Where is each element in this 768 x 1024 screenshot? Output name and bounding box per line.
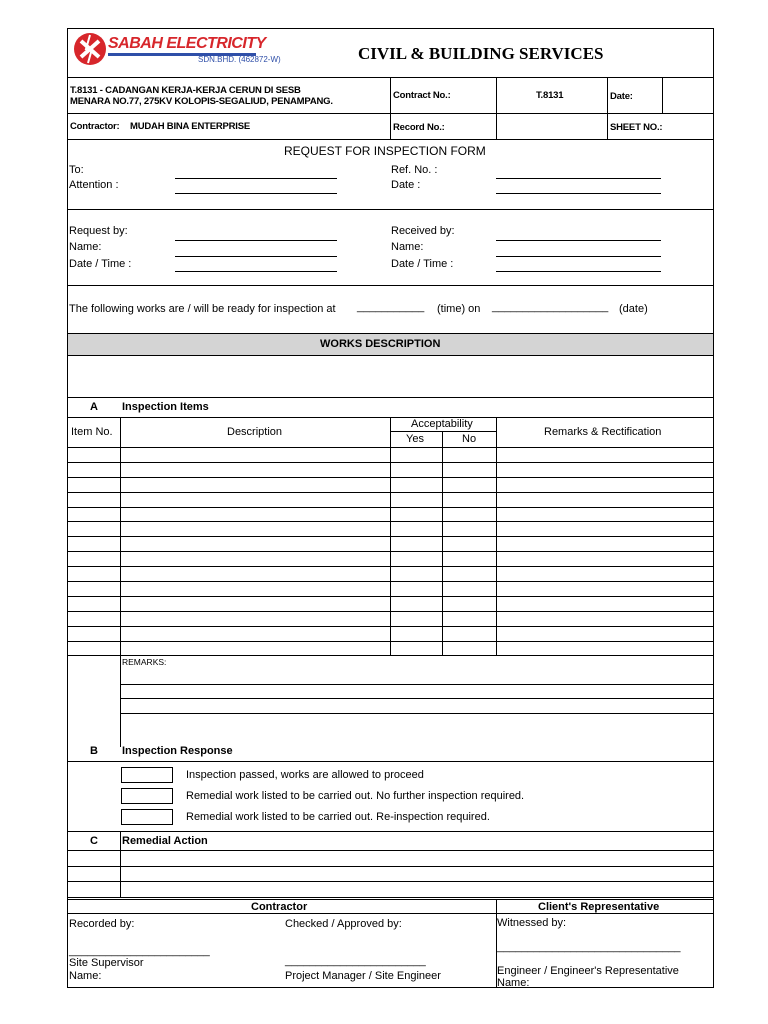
response-checkbox-passed[interactable] — [121, 767, 173, 783]
col-yes: Yes — [406, 433, 424, 445]
attention-label: Attention : — [69, 179, 119, 191]
site-supervisor-label: Site Supervisor — [69, 957, 144, 969]
section-b-title: Inspection Response — [122, 745, 233, 757]
response-option-2: Remedial work listed to be carried out. No further inspection required. — [186, 790, 525, 802]
response-checkbox-no-reinspection[interactable] — [121, 788, 173, 804]
checked-by-label: Checked / Approved by: — [285, 918, 402, 930]
ready-text-3: (date) — [619, 303, 648, 315]
date-label: Date: — [610, 91, 633, 102]
section-c-letter: C — [90, 835, 98, 847]
ref-no-label: Ref. No. : — [391, 164, 438, 176]
section-a-title: Inspection Items — [122, 401, 209, 413]
recorded-by-label: Recorded by: — [69, 918, 135, 930]
col-description: Description — [227, 426, 283, 438]
contract-no-value: T.8131 — [536, 90, 564, 101]
witnessed-by-label: Witnessed by: — [497, 917, 567, 929]
response-option-3: Remedial work listed to be carried out. Re-inspection required. — [186, 811, 490, 823]
request-by-label: Request by: — [69, 225, 128, 237]
sheet-no-label: SHEET NO.: — [610, 122, 663, 133]
project-line-1: T.8131 - CADANGAN KERJA-KERJA CERUN DI SESB — [70, 85, 301, 96]
name-left-label: Name: — [69, 241, 102, 253]
col-remarks: Remarks & Rectification — [544, 426, 662, 438]
signature-line-witnessed: ______________________________ — [497, 941, 681, 953]
date-time-left-label: Date / Time : — [69, 258, 132, 270]
received-by-label: Received by: — [391, 225, 455, 237]
date-field-label: Date : — [391, 179, 421, 191]
brand-subtitle: SDN.BHD. (462872-W) — [198, 55, 281, 64]
brand-name: SABAH ELECTRICITY — [108, 35, 266, 52]
ready-text-1: The following works are / will be ready for inspection at — [69, 303, 336, 315]
section-c-title: Remedial Action — [122, 835, 208, 847]
col-item-no: Item No. — [71, 426, 113, 438]
table-column-divider — [390, 417, 391, 655]
contractor-heading: Contractor — [251, 901, 308, 913]
ready-blank-date: ___________________ — [492, 301, 609, 313]
name-footer-right: Name: — [497, 977, 530, 989]
response-checkbox-reinspection[interactable] — [121, 809, 173, 825]
contractor-label: Contractor: — [70, 121, 120, 132]
contractor-value: MUDAH BINA ENTERPRISE — [130, 121, 251, 132]
project-manager-label: Project Manager / Site Engineer — [285, 970, 441, 982]
inspection-form — [67, 28, 714, 988]
section-a-letter: A — [90, 401, 98, 413]
col-no: No — [462, 433, 477, 445]
signature-line-checked: _______________________ — [285, 955, 426, 967]
table-column-divider — [120, 417, 121, 655]
remarks-label: REMARKS: — [122, 657, 167, 667]
engineer-label: Engineer / Engineer's Representative — [497, 965, 679, 977]
contract-no-label: Contract No.: — [393, 90, 451, 101]
table-column-divider — [442, 431, 443, 655]
works-description-heading: WORKS DESCRIPTION — [320, 338, 441, 350]
col-acceptability: Acceptability — [411, 418, 473, 430]
date-time-right-label: Date / Time : — [391, 258, 454, 270]
table-column-divider — [496, 417, 497, 655]
ready-blank-time: ___________ — [357, 301, 425, 313]
section-b-letter: B — [90, 745, 98, 757]
form-title: REQUEST FOR INSPECTION FORM — [284, 144, 486, 158]
client-rep-heading: Client's Representative — [538, 901, 660, 913]
page-title: CIVIL & BUILDING SERVICES — [358, 44, 604, 63]
record-no-label: Record No.: — [393, 122, 445, 133]
response-option-1: Inspection passed, works are allowed to proceed — [186, 769, 424, 781]
to-label: To: — [69, 164, 84, 176]
ready-text-2: (time) on — [437, 303, 481, 315]
name-right-label: Name: — [391, 241, 424, 253]
signature-line-recorded: _______________________ — [69, 945, 210, 957]
name-footer-left: Name: — [69, 970, 102, 982]
project-line-2: MENARA NO.77, 275KV KOLOPIS-SEGALIUD, PENAMPANG. — [70, 96, 333, 107]
